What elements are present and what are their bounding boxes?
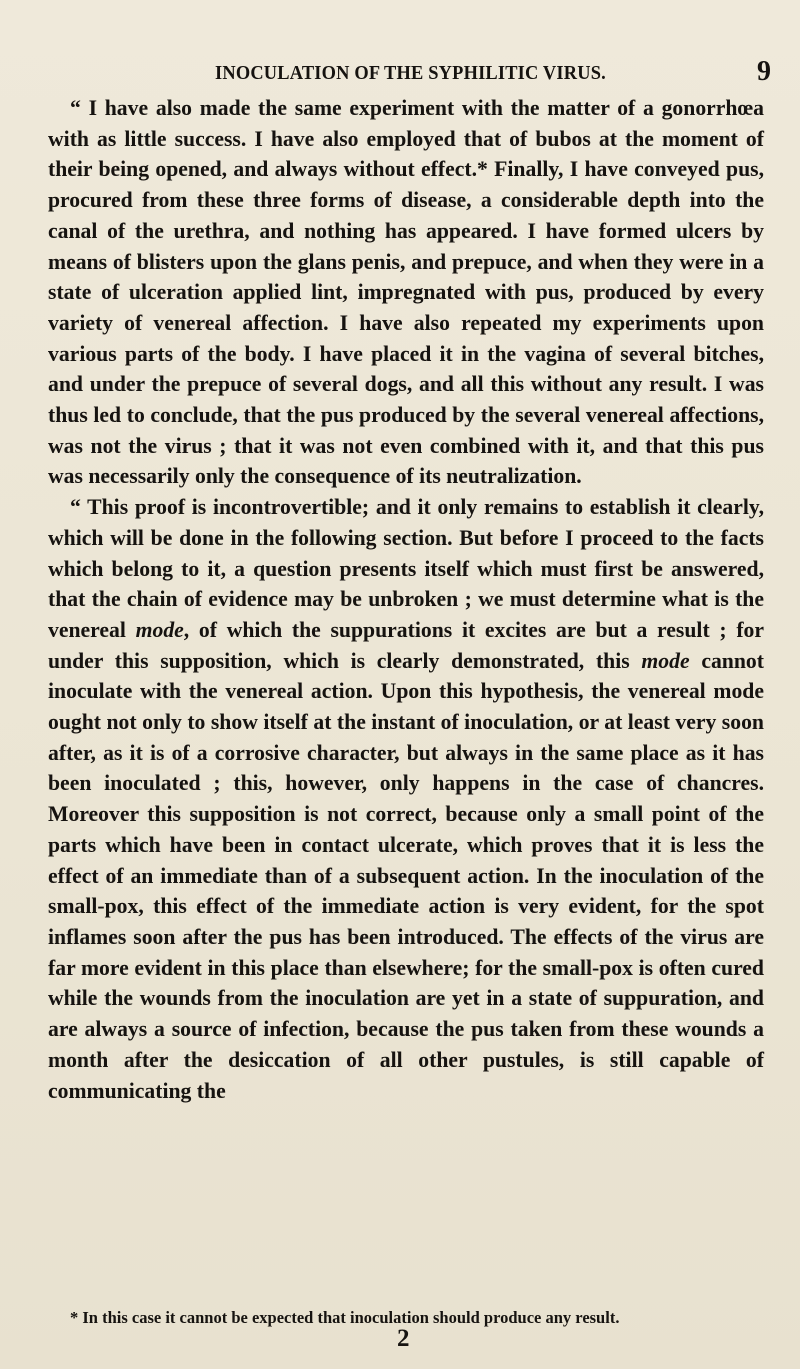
paragraph [48,93,764,492]
paragraph-text: , of which the suppurations it excites are but a result ; for under this supposition, which is clearly demonstrated, this [48,617,765,673]
paragraph-text: “ I have also made the same experiment with the matter of a gonorrhœa with as little success. I have also employed that of bubos at the moment of their being opened, and always without effect.* Finally, I have conveyed pus, procured from these three forms of disease, a considerable depth into the canal of the urethra, and nothing has appeared. I have formed ulcers by means of blisters upon the glans penis, and prepuce, and when they were in a state of ulceration applied lint, impregnated with pus, produced by every variety of venereal affection. I have also repeated my experiments upon various parts of the body. I have placed it in the vagina of several bitches, and under the prepuce of several dogs, and all this without any result. I was thus led to conclude, that the pus produced by the several venereal affections, was not the virus ; that it was not even combined with it, and that this pus was necessarily only the consequence of its neutralization. [48,96,764,489]
italic-word: mode [135,617,184,642]
paragraph [48,492,764,1106]
running-title: INOCULATION OF THE SYPHILITIC VIRUS. [215,62,606,84]
footnote: * In this case it cannot be expected that inoculation should produce any result. [70,1308,620,1327]
signature-mark: 2 [397,1325,410,1352]
page-number: 9 [757,56,771,87]
main-text [48,93,764,1106]
paragraph-text: cannot inoculate with the venereal action. Upon this hypothesis, the venereal mode ought not only to show itself at the instant of inoculation, or at least very soon after, as it is of a corrosive character, but always in the same place as it has been inoculated ; this, however, only happens in the case of chancres. Moreover this supposition is not correct, because only a small point of the parts which have been in contact ulcerate, which proves that it is less the effect of an immediate than of a subsequent action. In the inoculation of the small-pox, this effect of the immediate action is very evident, for the spot inflames soon after the pus has been introduced. The effects of the virus are far more evident in this place than elsewhere; for the small-pox is often cured while the wounds from the inoculation are yet in a state of suppuration, and are always a source of infection, because the pus taken from these wounds a month after the desiccation of all other pustules, is still capable of communicating the [48,648,764,1103]
italic-word: mode [641,648,690,673]
paragraph-text: “ This proof is incontrovertible; and it only remains to establish it clearly, which will be done in the following section. But before I proceed to the facts which belong to it, a question presents itself which must first be answered, that the chain of evidence may be unbroken ; we must determine what is the venereal [48,495,764,642]
